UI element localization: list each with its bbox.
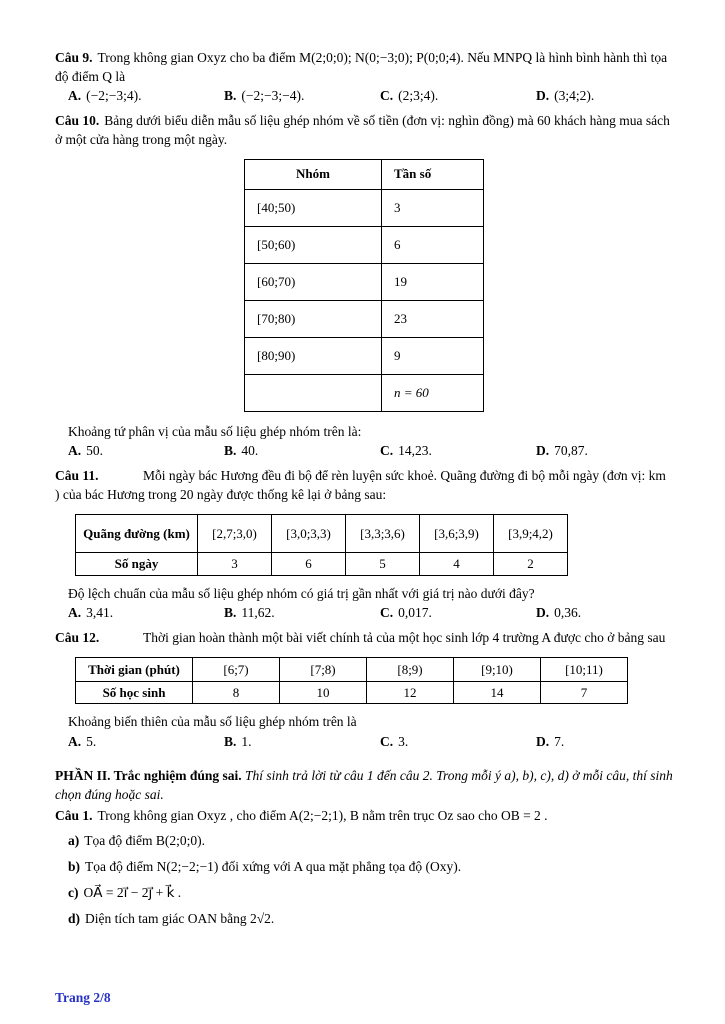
question-11 bbox=[55, 466, 673, 621]
option-b-text: 40. bbox=[241, 442, 259, 458]
option-b-label: B. bbox=[224, 88, 237, 104]
table-row bbox=[245, 226, 484, 263]
question-10-text: Bảng dưới biểu diễn mẫu số liệu ghép nhóm về số tiền (đơn vị: nghìn đồng) mà 60 khách hàng mua sách ở một cửa hàng trong một ngày. bbox=[55, 113, 670, 148]
option-d bbox=[536, 88, 594, 104]
option-b bbox=[224, 734, 380, 750]
option-c bbox=[380, 88, 536, 104]
cell-count: 10 bbox=[280, 682, 367, 704]
option-b bbox=[224, 605, 380, 621]
sub-item-c bbox=[55, 884, 673, 903]
cell-count: 3 bbox=[198, 553, 272, 576]
cell-interval: [10;11) bbox=[541, 658, 628, 682]
sub-item-d-label: d) bbox=[68, 910, 81, 926]
question-10-prompt: Khoảng tứ phân vị của mẫu số liệu ghép nhóm trên là: bbox=[68, 423, 362, 439]
option-a-text: (−2;−3;4). bbox=[86, 88, 142, 104]
option-d-text: (3;4;2). bbox=[554, 88, 595, 104]
cell-total: n = 60 bbox=[382, 374, 484, 411]
question-9-text: Trong không gian Oxyz cho ba điểm M(2;0;0); N(0;−3;0); P(0;0;4). Nếu MNPQ là hình bình hành thì tọa độ điểm Q là bbox=[55, 50, 668, 85]
sub-item-b bbox=[55, 858, 673, 877]
part-2-title: PHẦN II. Trắc nghiệm đúng sai. bbox=[55, 767, 242, 783]
cell-count: 3 bbox=[382, 189, 484, 226]
option-b-text: (−2;−3;−4). bbox=[241, 88, 305, 104]
option-c-label: C. bbox=[380, 88, 394, 104]
option-c-label: C. bbox=[380, 733, 394, 749]
table-row bbox=[245, 300, 484, 337]
question-11-prompt: Độ lệch chuẩn của mẫu số liệu ghép nhóm có giá trị gần nhất với giá trị nào dưới đây? bbox=[68, 586, 535, 602]
cell-interval: [9;10) bbox=[454, 658, 541, 682]
row-label: Số ngày bbox=[76, 553, 198, 576]
option-b-text: 11,62. bbox=[241, 605, 275, 621]
cell-interval: [6;7) bbox=[193, 658, 280, 682]
question-9-options bbox=[55, 88, 673, 104]
part2-question-1-label: Câu 1. bbox=[55, 807, 93, 823]
question-10-options bbox=[55, 443, 673, 459]
option-b-label: B. bbox=[224, 442, 237, 458]
sub-item-b-text: Tọa độ điểm N(2;−2;−1) đối xứng với A qua mặt phẳng tọa độ (Oxy). bbox=[85, 858, 462, 874]
question-9 bbox=[55, 48, 673, 104]
option-d-label: D. bbox=[536, 88, 550, 104]
option-c bbox=[380, 443, 536, 459]
option-d-label: D. bbox=[536, 733, 550, 749]
option-d-label: D. bbox=[536, 605, 550, 621]
cell-count: 2 bbox=[494, 553, 568, 576]
question-12-prompt: Khoảng biến thiên của mẫu số liệu ghép nhóm trên là bbox=[68, 714, 357, 730]
option-a bbox=[68, 88, 224, 104]
option-a-text: 3,41. bbox=[86, 605, 114, 621]
table-row bbox=[245, 189, 484, 226]
cell-interval: [3,3;3,6) bbox=[346, 515, 420, 553]
option-c bbox=[380, 734, 536, 750]
cell-count: 6 bbox=[272, 553, 346, 576]
cell-interval: [7;8) bbox=[280, 658, 367, 682]
row-label: Quãng đường (km) bbox=[76, 515, 198, 553]
part-2 bbox=[55, 766, 673, 929]
option-a-label: A. bbox=[68, 733, 82, 749]
table-row bbox=[76, 682, 628, 704]
question-12-label: Câu 12. bbox=[55, 630, 100, 646]
question-10-label: Câu 10. bbox=[55, 113, 100, 129]
cell-count: 12 bbox=[367, 682, 454, 704]
option-b-text: 1. bbox=[241, 733, 252, 749]
sub-item-a-text: Tọa độ điểm B(2;0;0). bbox=[84, 833, 205, 849]
option-a bbox=[68, 605, 224, 621]
part-2-subtitle: Thí sinh trả lời từ câu 1 đến câu 2. Trong mỗi ý a), b), c), d) ở mỗi câu, thí sinh chọn đúng hoặc sai. bbox=[55, 767, 673, 802]
option-b-label: B. bbox=[224, 605, 237, 621]
cell-empty bbox=[245, 374, 382, 411]
option-a bbox=[68, 443, 224, 459]
table-row bbox=[245, 374, 484, 411]
cell-interval: [3,9;4,2) bbox=[494, 515, 568, 553]
cell-count: 7 bbox=[541, 682, 628, 704]
option-d-text: 0,36. bbox=[554, 605, 582, 621]
option-a-text: 50. bbox=[86, 442, 103, 458]
header-cell: Nhóm bbox=[245, 159, 382, 189]
time-table bbox=[75, 657, 628, 704]
sub-item-c-label: c) bbox=[68, 884, 79, 900]
option-b-label: B. bbox=[224, 733, 237, 749]
table-header-row bbox=[245, 159, 484, 189]
question-12-options bbox=[55, 734, 673, 750]
cell-count: 23 bbox=[382, 300, 484, 337]
option-d-label: D. bbox=[536, 442, 550, 458]
frequency-table bbox=[244, 159, 484, 412]
page-number: Trang 2/8 bbox=[55, 990, 111, 1005]
option-d bbox=[536, 443, 588, 459]
cell-interval: [40;50) bbox=[245, 189, 382, 226]
cell-count: 6 bbox=[382, 226, 484, 263]
cell-count: 19 bbox=[382, 263, 484, 300]
option-d bbox=[536, 605, 581, 621]
sub-item-b-label: b) bbox=[68, 858, 81, 874]
cell-interval: [8;9) bbox=[367, 658, 454, 682]
question-12-text: Thời gian hoàn thành một bài viết chính tả của một học sinh lớp 4 trường A được cho ở bảng sau bbox=[143, 630, 666, 646]
row-label: Số học sinh bbox=[76, 682, 193, 704]
sub-item-c-text: OA⃗ = 2i⃗ − 2j⃗ + k⃗ . bbox=[83, 884, 182, 900]
question-11-text: Mỗi ngày bác Hương đều đi bộ để rèn luyện sức khoẻ. Quãng đường đi bộ mỗi ngày (đơn vị: km ) của bác Hương trong 20 ngày được thống kê lại ở bảng sau: bbox=[55, 467, 666, 502]
question-11-label: Câu 11. bbox=[55, 467, 99, 483]
sub-item-d bbox=[55, 910, 673, 929]
option-a-label: A. bbox=[68, 88, 82, 104]
sub-item-a bbox=[55, 832, 673, 851]
question-9-label: Câu 9. bbox=[55, 50, 93, 65]
option-a-text: 5. bbox=[86, 733, 97, 749]
cell-count: 4 bbox=[420, 553, 494, 576]
cell-interval: [80;90) bbox=[245, 337, 382, 374]
option-b bbox=[224, 88, 380, 104]
distance-table bbox=[75, 514, 568, 576]
table-header-row bbox=[76, 658, 628, 682]
question-10 bbox=[55, 111, 673, 458]
cell-interval: [70;80) bbox=[245, 300, 382, 337]
cell-interval: [50;60) bbox=[245, 226, 382, 263]
sub-item-a-label: a) bbox=[68, 833, 80, 849]
cell-count: 5 bbox=[346, 553, 420, 576]
option-d-text: 7. bbox=[554, 733, 565, 749]
option-d-text: 70,87. bbox=[554, 442, 588, 458]
sub-item-d-text: Diện tích tam giác OAN bằng 2√2. bbox=[85, 910, 275, 926]
question-11-options bbox=[55, 605, 673, 621]
option-c-text: 14,23. bbox=[398, 442, 432, 458]
table-row bbox=[245, 263, 484, 300]
table-row bbox=[76, 553, 568, 576]
option-c-text: 0,017. bbox=[398, 605, 432, 621]
table-row bbox=[245, 337, 484, 374]
option-a-label: A. bbox=[68, 442, 82, 458]
option-a bbox=[68, 734, 224, 750]
option-c-label: C. bbox=[380, 605, 394, 621]
cell-count: 8 bbox=[193, 682, 280, 704]
option-b bbox=[224, 443, 380, 459]
option-a-label: A. bbox=[68, 605, 82, 621]
header-cell: Tần số bbox=[382, 159, 484, 189]
option-d bbox=[536, 734, 564, 750]
cell-interval: [3,6;3,9) bbox=[420, 515, 494, 553]
cell-interval: [60;70) bbox=[245, 263, 382, 300]
part2-question-1-text: Trong không gian Oxyz , cho điểm A(2;−2;1), B nằm trên trục Oz sao cho OB = 2 . bbox=[97, 807, 548, 823]
option-c-text: 3. bbox=[398, 733, 409, 749]
table-header-row bbox=[76, 515, 568, 553]
cell-count: 9 bbox=[382, 337, 484, 374]
option-c-text: (2;3;4). bbox=[398, 88, 439, 104]
row-label: Thời gian (phút) bbox=[76, 658, 193, 682]
cell-count: 14 bbox=[454, 682, 541, 704]
option-c-label: C. bbox=[380, 442, 394, 458]
cell-interval: [2,7;3,0) bbox=[198, 515, 272, 553]
cell-interval: [3,0;3,3) bbox=[272, 515, 346, 553]
question-12 bbox=[55, 628, 673, 749]
option-c bbox=[380, 605, 536, 621]
